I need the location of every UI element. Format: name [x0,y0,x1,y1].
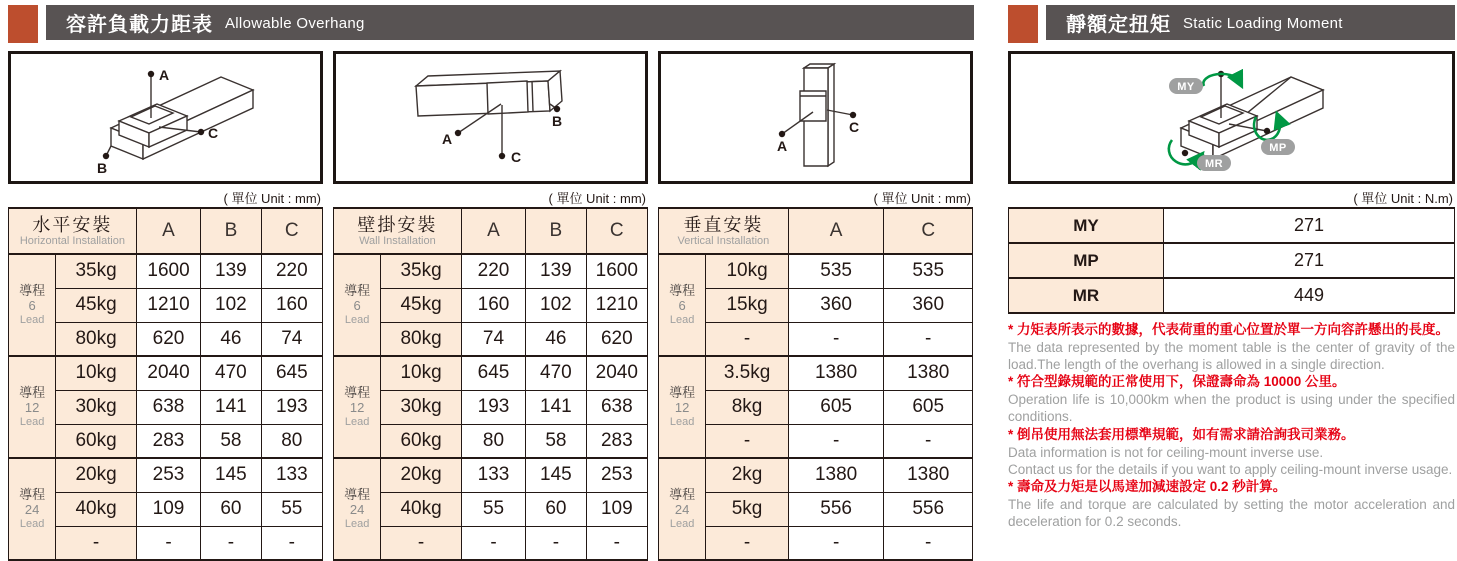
title-bar-background [46,5,974,40]
load-cell: 80kg [381,322,462,356]
horizontal-installation-diagram [8,51,323,184]
lead-cell [659,254,706,356]
lead-label-en: Lead [344,415,370,428]
static-moment-table [1008,207,1455,314]
value-cell: 102 [526,288,586,322]
point-a-label: A [159,67,170,83]
value-cell: 470 [201,356,261,390]
vertical-installation-diagram [658,51,973,184]
load-cell: 10kg [706,254,789,288]
value-cell: 1380 [884,458,973,492]
lead-label-en: Lead [344,517,370,530]
value-cell: - [526,526,586,560]
dimension-column-header: A [136,208,200,254]
horizontal-table-host [8,207,323,561]
load-cell: 40kg [381,492,462,526]
table-row [659,288,973,322]
vertical-table-host [658,207,973,561]
value-cell: 1210 [136,288,200,322]
value-cell: 638 [586,390,647,424]
value-cell: 220 [461,254,525,288]
value-cell: 2040 [586,356,647,390]
value-cell: 620 [586,322,647,356]
value-cell: 360 [788,288,884,322]
value-cell: 109 [586,492,647,526]
value-cell: - [884,424,973,458]
table-row [334,254,648,288]
my-label: MY [1177,81,1195,93]
value-cell: - [884,526,973,560]
section-title-en: Static Loading Moment [1183,15,1343,32]
point-b-label: B [552,113,563,129]
installation-name-en: Horizontal Installation [19,235,125,248]
vertical-actuator-drawing-icon [661,54,970,181]
value-cell: 60 [526,492,586,526]
lead-label-zh: 導程 [19,384,46,400]
overhang-table [658,207,973,561]
table-row [659,322,973,356]
lead-label-zh: 導程 [669,384,696,400]
footnote-zh: * 力矩表所表示的數據，代表荷重的重心位置於單一方向容許懸出的長度。 [1008,322,1450,337]
table-row [1009,278,1455,313]
table-row [9,526,323,560]
dimension-column-header: C [884,208,973,254]
value-cell: - [788,526,884,560]
value-cell: 360 [884,288,973,322]
mp-label: MP [1269,142,1287,154]
load-cell: 15kg [706,288,789,322]
unit-label: ( 單位 Unit : mm) [873,191,971,206]
table-header-row [334,208,648,254]
moment-value: 449 [1164,278,1455,313]
table-row [659,458,973,492]
lead-label-zh: 導程 [19,486,46,502]
wall-installation-diagram [333,51,648,184]
wall-table-host [333,207,648,561]
lead-cell [9,356,56,458]
lead-label-zh: 導程 [344,384,371,400]
value-cell: 1210 [586,288,647,322]
lead-number: 6 [678,297,686,313]
installation-name-zh: 水平安裝 [32,214,113,235]
value-cell: 193 [261,390,322,424]
load-cell: 80kg [56,322,137,356]
lead-label-en: Lead [19,415,45,428]
vertical-installation-column [658,51,973,561]
installation-name-en: Vertical Installation [677,235,770,248]
table-row [9,254,323,288]
lead-label-en: Lead [669,415,695,428]
table-row [334,458,648,492]
point-c-label: C [849,119,860,135]
load-cell: 3.5kg [706,356,789,390]
point-a-label: A [442,131,453,147]
load-cell: 60kg [381,424,462,458]
value-cell: 145 [526,458,586,492]
lead-number: 6 [28,297,36,313]
load-cell: 20kg [381,458,462,492]
mr-label: MR [1204,158,1224,170]
value-cell: 160 [261,288,322,322]
value-cell: 46 [201,322,261,356]
value-cell: 80 [461,424,525,458]
value-cell: 60 [201,492,261,526]
dimension-column-header: B [201,208,261,254]
footnote-en: Data information is not for ceiling-mount inverse use. [1008,444,1324,460]
lead-cell [9,458,56,560]
value-cell: 605 [788,390,884,424]
installation-type-header [659,208,789,254]
value-cell: 556 [884,492,973,526]
load-cell: - [706,424,789,458]
point-c-label: C [208,125,219,141]
lead-label-en: Lead [344,313,370,326]
value-cell: 46 [526,322,586,356]
moment-axis-label: MY [1009,208,1164,243]
dimension-column-header: C [261,208,322,254]
value-cell: 220 [261,254,322,288]
lead-cell [334,356,381,458]
load-cell: 10kg [381,356,462,390]
static-loading-moment-section [1008,5,1455,530]
table-row [9,390,323,424]
footnote-en: The life and torque are calculated by setting the motor acceleration and deceleration for 0.2 seconds. [1008,496,1455,530]
installation-name-zh: 垂直安裝 [683,214,764,235]
table-row [334,526,648,560]
accent-square [1008,5,1038,43]
lead-cell [9,254,56,356]
value-cell: 193 [461,390,525,424]
load-cell: - [706,322,789,356]
moment-value: 271 [1164,208,1455,243]
moment-actuator-drawing-icon [1011,54,1452,181]
lead-cell [334,254,381,356]
table-row [334,424,648,458]
table-row [659,492,973,526]
value-cell: 74 [461,322,525,356]
table-row [334,322,648,356]
value-cell: 638 [136,390,200,424]
value-cell: 283 [586,424,647,458]
installation-name-en: Wall Installation [359,235,436,248]
value-cell: - [788,322,884,356]
lead-label-zh: 導程 [669,486,696,502]
lead-cell [334,458,381,560]
table-row [1009,243,1455,278]
load-cell: 5kg [706,492,789,526]
lead-number: 24 [24,501,40,517]
load-cell: 60kg [56,424,137,458]
lead-label-zh: 導程 [19,282,46,298]
point-c-label: C [511,149,522,165]
allowable-overhang-section [8,5,974,561]
value-cell: 102 [201,288,261,322]
value-cell: 645 [461,356,525,390]
load-cell: - [381,526,462,560]
table-row [9,288,323,322]
value-cell: - [461,526,525,560]
footnotes [1008,321,1455,530]
section-title-zh: 靜額定扭矩 [1066,14,1171,36]
value-cell: 133 [261,458,322,492]
section-title-en: Allowable Overhang [225,15,365,32]
footnote-en: Operation life is 10,000km when the product is using under the specified conditions. [1008,392,1455,425]
wall-actuator-drawing-icon [336,54,645,181]
lead-label-zh: 導程 [344,486,371,502]
horizontal-actuator-drawing-icon [11,54,320,181]
installation-name-zh: 壁掛安裝 [357,214,438,235]
table-row [1009,208,1455,243]
lead-number: 24 [674,501,690,517]
title-bar-background [1046,5,1455,40]
unit-label: ( 單位 Unit : mm) [223,191,321,206]
table-row [9,424,323,458]
lead-cell [659,356,706,458]
moment-axis-label: MP [1009,243,1164,278]
value-cell: 109 [136,492,200,526]
value-cell: 1600 [586,254,647,288]
lead-number: 12 [349,399,365,415]
point-b-label: B [97,160,108,176]
table-row [334,356,648,390]
lead-number: 6 [353,297,361,313]
unit-label: ( 單位 Unit : N.m) [1353,191,1453,206]
value-cell: 645 [261,356,322,390]
table-row [659,254,973,288]
dimension-column-header: C [586,208,647,254]
value-cell: 74 [261,322,322,356]
footnote-zh: * 倒吊使用無法套用標準規範，如有需求請洽詢我司業務。 [1008,426,1355,442]
load-cell: 45kg [56,288,137,322]
load-cell: 20kg [56,458,137,492]
value-cell: 133 [461,458,525,492]
table-row [334,288,648,322]
value-cell: - [586,526,647,560]
value-cell: 283 [136,424,200,458]
load-cell: 35kg [56,254,137,288]
accent-square [8,5,38,43]
value-cell: 145 [201,458,261,492]
dimension-column-header: B [526,208,586,254]
moment-directions-diagram [1008,51,1455,184]
load-cell: 8kg [706,390,789,424]
table-row [9,492,323,526]
value-cell: 535 [788,254,884,288]
overhang-table [333,207,648,561]
value-cell: 160 [461,288,525,322]
value-cell: 1380 [884,356,973,390]
dimension-column-header: A [788,208,884,254]
load-cell: - [706,526,789,560]
value-cell: - [201,526,261,560]
table-header-row [9,208,323,254]
value-cell: 1380 [788,458,884,492]
table-header-row [659,208,973,254]
load-cell: 30kg [56,390,137,424]
load-cell: 45kg [381,288,462,322]
moment-title-bar [1008,5,1455,43]
overhang-title-bar [8,5,974,43]
footnote-zh: * 壽命及力矩是以馬達加減速設定 0.2 秒計算。 [1008,479,1287,495]
value-cell: 141 [526,390,586,424]
value-cell: 535 [884,254,973,288]
table-row [659,390,973,424]
dimension-column-header: A [461,208,525,254]
load-cell: - [56,526,137,560]
section-title-zh: 容許負載力距表 [66,14,213,36]
horizontal-installation-column [8,51,323,561]
value-cell: 605 [884,390,973,424]
load-cell: 30kg [381,390,462,424]
load-cell: 10kg [56,356,137,390]
value-cell: 253 [586,458,647,492]
value-cell: 80 [261,424,322,458]
load-cell: 40kg [56,492,137,526]
installation-type-header [9,208,137,254]
value-cell: 253 [136,458,200,492]
installation-type-header [334,208,462,254]
lead-label-zh: 導程 [669,282,696,298]
moment-value: 271 [1164,243,1455,278]
value-cell: 55 [461,492,525,526]
value-cell: - [884,322,973,356]
value-cell: 58 [526,424,586,458]
table-row [9,356,323,390]
table-row [334,492,648,526]
load-cell: 35kg [381,254,462,288]
value-cell: 58 [201,424,261,458]
value-cell: 139 [526,254,586,288]
lead-label-en: Lead [19,313,45,326]
unit-label: ( 單位 Unit : mm) [548,191,646,206]
table-row [9,322,323,356]
value-cell: 1600 [136,254,200,288]
value-cell: 1380 [788,356,884,390]
moment-axis-label: MR [1009,278,1164,313]
lead-cell [659,458,706,560]
value-cell: 139 [201,254,261,288]
value-cell: 556 [788,492,884,526]
footnote-en: Contact us for the details if you want to apply ceiling-mount inverse usage. [1008,461,1453,477]
table-row [659,356,973,390]
point-a-label: A [777,138,788,154]
footnote-en: The data represented by the moment table is the center of gravity of the load.The length of the overhang is allowed in a single direction. [1008,339,1455,373]
wall-installation-column [333,51,648,561]
lead-number: 12 [24,399,40,415]
lead-number: 24 [349,501,365,517]
table-row [659,526,973,560]
value-cell: 620 [136,322,200,356]
load-cell: 2kg [706,458,789,492]
value-cell: 2040 [136,356,200,390]
value-cell: 55 [261,492,322,526]
table-row [659,424,973,458]
table-row [9,458,323,492]
value-cell: - [261,526,322,560]
lead-number: 12 [674,399,690,415]
value-cell: - [788,424,884,458]
value-cell: 141 [201,390,261,424]
table-row [334,390,648,424]
lead-label-en: Lead [19,517,45,530]
value-cell: - [136,526,200,560]
footnote-zh: * 符合型錄規範的正常使用下，保證壽命為 10000 公里。 [1008,374,1346,390]
overhang-table [8,207,323,561]
value-cell: 470 [526,356,586,390]
lead-label-en: Lead [669,517,695,530]
lead-label-en: Lead [669,313,695,326]
lead-label-zh: 導程 [344,282,371,298]
